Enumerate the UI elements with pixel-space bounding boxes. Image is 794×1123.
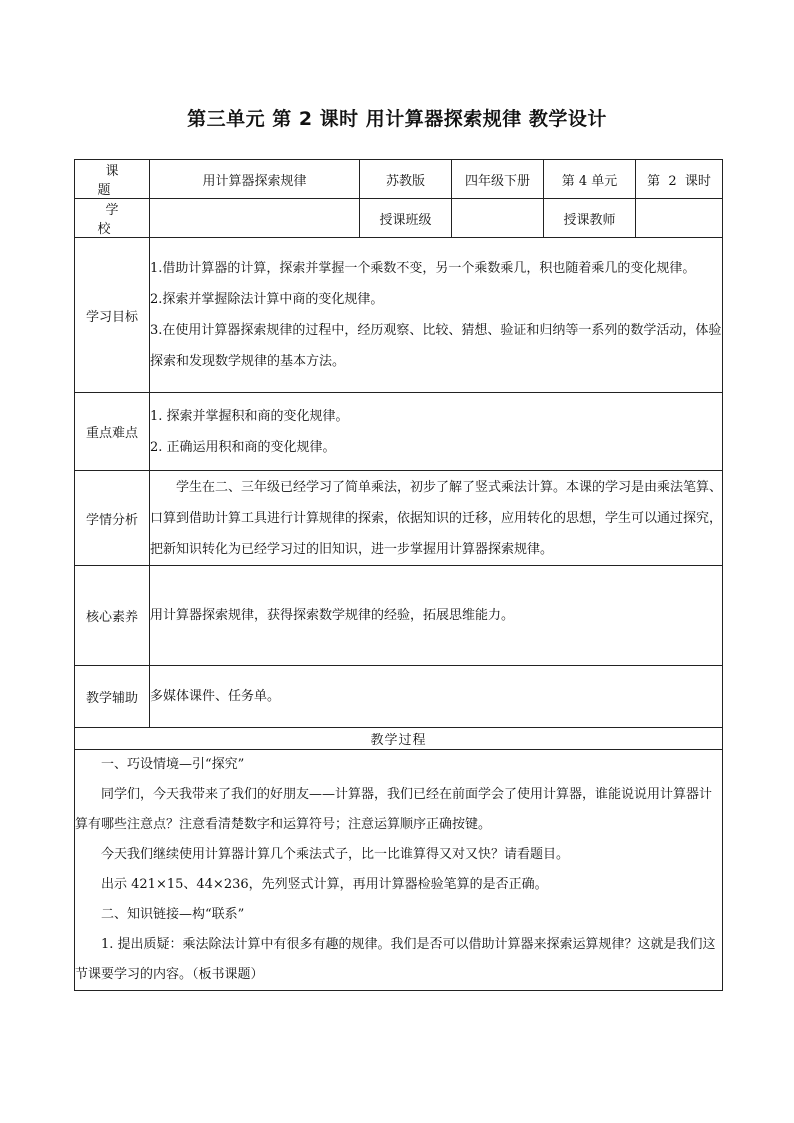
publisher-value: 苏教版 bbox=[360, 160, 452, 199]
process-heading: 教学过程 bbox=[75, 728, 723, 750]
objective-item: 1.借助计算器的计算，探索并掌握一个乘数不变，另一个乘数乘几，积也随着乘几的变化规律。 bbox=[150, 261, 696, 276]
objective-item: 3.在使用计算器探索规律的过程中，经历观察、比较、猜想、验证和归纳等一系列的数学活动，体验探索和发现数学规律的基本方法。 bbox=[150, 323, 722, 369]
grade-value: 四年级下册 bbox=[452, 160, 544, 199]
process-content bbox=[75, 750, 723, 991]
lesson-plan-table bbox=[74, 159, 723, 991]
analysis-label: 学情分析 bbox=[75, 471, 150, 566]
objectives-content bbox=[150, 238, 723, 393]
objectives-row bbox=[75, 238, 723, 393]
objectives-label: 学习目标 bbox=[75, 238, 150, 393]
teacher-value[interactable] bbox=[636, 199, 723, 238]
key-point-item: 2. 正确运用积和商的变化规律。 bbox=[150, 439, 336, 455]
school-value[interactable] bbox=[150, 199, 360, 238]
process-paragraph: 二、知识链接—构“联系” bbox=[101, 907, 245, 922]
analysis-row bbox=[75, 471, 723, 566]
objective-item: 2.探索并掌握除法计算中商的变化规律。 bbox=[150, 292, 384, 307]
topic-label: 课 题 bbox=[75, 160, 150, 199]
aids-text: 多媒体课件、任务单。 bbox=[150, 666, 723, 728]
process-paragraph: 1. 提出质疑：乘法除法计算中有很多有趣的规律。我们是否可以借助计算器来探索运算规律？这就是我们这节课要学习的内容。（板书课题） bbox=[75, 937, 716, 982]
key-point-item: 1. 探索并掌握积和商的变化规律。 bbox=[150, 408, 349, 424]
key-points-content bbox=[150, 393, 723, 471]
process-paragraph: 出示 421×15、44×236，先列竖式计算，再用计算器检验笔算的是否正确。 bbox=[101, 877, 548, 892]
process-paragraph: 今天我们继续使用计算器计算几个乘法式子，比一比谁算得又对又快？请看题目。 bbox=[101, 847, 570, 862]
topic-value: 用计算器探索规律 bbox=[150, 160, 360, 199]
class-label: 授课班级 bbox=[360, 199, 452, 238]
unit-value: 第 4 单元 bbox=[544, 160, 636, 199]
literacy-row bbox=[75, 566, 723, 666]
topic-row bbox=[75, 160, 723, 199]
process-heading-row bbox=[75, 728, 723, 750]
school-label: 学 校 bbox=[75, 199, 150, 238]
page-title: 第三单元 第 2 课时 用计算器探索规律 教学设计 bbox=[187, 108, 607, 130]
key-points-label: 重点难点 bbox=[75, 393, 150, 471]
analysis-text: 学生在二、三年级已经学习了简单乘法，初步了解了竖式乘法计算。本课的学习是由乘法笔算、口算到借助计算工具进行计算规律的探索，依据知识的迁移，应用转化的思想，学生可以通过探究，把新知识转化为已经学习过的旧知识，进一步掌握用计算器探索规律。 bbox=[150, 471, 723, 566]
process-paragraph: 一、巧设情境—引“探究” bbox=[101, 757, 245, 772]
literacy-label: 核心素养 bbox=[75, 566, 150, 666]
literacy-text: 用计算器探索规律，获得探索数学规律的经验，拓展思维能力。 bbox=[150, 566, 723, 666]
lesson-value: 第 2 课时 bbox=[636, 160, 723, 199]
process-paragraph: 同学们，今天我带来了我们的好朋友——计算器，我们已经在前面学会了使用计算器，谁能说说用计算器计算有哪些注意点？注意看清楚数字和运算符号；注意运算顺序正确按键。 bbox=[75, 787, 713, 832]
key-points-row bbox=[75, 393, 723, 471]
aids-label: 教学辅助 bbox=[75, 666, 150, 728]
process-row bbox=[75, 750, 723, 991]
aids-row bbox=[75, 666, 723, 728]
class-value[interactable] bbox=[452, 199, 544, 238]
teacher-label: 授课教师 bbox=[544, 199, 636, 238]
school-row bbox=[75, 199, 723, 238]
